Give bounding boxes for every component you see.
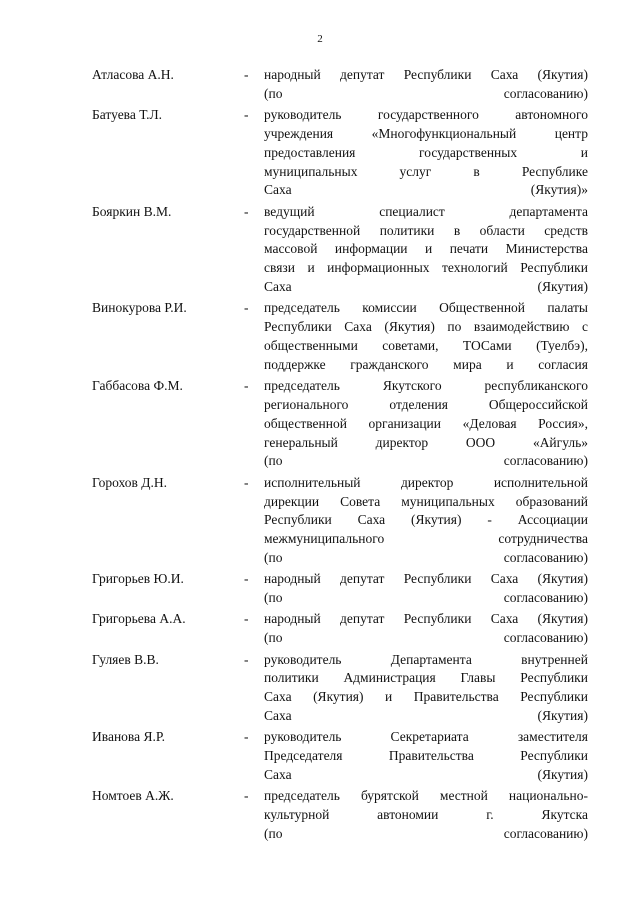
role-word: отделения	[389, 396, 448, 412]
member-role	[264, 610, 588, 648]
role-word: депутат	[339, 571, 385, 587]
role-word: Министерства	[505, 241, 588, 257]
role-word: Саха	[264, 689, 292, 705]
role-word: средств	[544, 222, 588, 238]
role-word: Саха	[357, 512, 386, 528]
role-word: сотрудничества	[498, 531, 588, 547]
role-word: Правительства	[388, 748, 474, 764]
role-line	[264, 610, 588, 629]
role-word: муниципальных	[264, 163, 358, 179]
role-word: народный	[264, 67, 321, 82]
role-word: ведущий	[264, 203, 315, 219]
role-word: руководитель	[264, 107, 342, 123]
member-role	[264, 651, 588, 726]
member-role	[264, 299, 588, 374]
role-line	[264, 825, 588, 844]
member-role	[264, 787, 588, 843]
role-word: Общественной	[439, 300, 526, 316]
separator-dash: -	[244, 67, 249, 82]
role-line	[264, 688, 588, 707]
role-word: Саха	[490, 67, 519, 82]
role-word: государственной	[264, 222, 361, 238]
role-word: руководитель	[264, 651, 342, 667]
role-word: Республики	[403, 571, 472, 587]
role-word: председатель	[264, 788, 340, 804]
role-word: области	[479, 222, 525, 238]
role-word: (по согласованию)	[264, 85, 588, 101]
role-word: печати	[449, 241, 489, 257]
role-word: палаты	[547, 300, 588, 316]
role-line	[264, 747, 588, 766]
role-word: государственного	[377, 107, 479, 123]
role-line	[264, 337, 588, 356]
role-word: (по согласованию)	[264, 549, 588, 565]
member-name: Иванова Я.Р.	[92, 729, 166, 745]
role-word: заместителя	[517, 729, 588, 745]
role-line	[264, 452, 588, 471]
role-word: общественной	[264, 415, 347, 431]
role-word: директор	[375, 434, 429, 450]
role-line	[264, 766, 588, 785]
role-word: -	[487, 512, 492, 528]
separator-dash: -	[244, 378, 249, 394]
separator-dash: -	[244, 651, 249, 667]
role-word: национально-	[508, 788, 588, 804]
role-word: Республики	[520, 748, 588, 764]
role-line	[264, 806, 588, 825]
role-word: «Айгуль»	[532, 434, 588, 450]
member-role	[264, 728, 588, 784]
member-entry	[0, 610, 640, 648]
page-number: 2	[317, 33, 323, 45]
role-line	[264, 203, 588, 222]
role-word: советами,	[382, 337, 439, 353]
role-line	[264, 629, 588, 648]
role-line	[264, 318, 588, 337]
member-entry	[0, 651, 640, 726]
role-word: учреждения	[264, 125, 334, 141]
role-word: руководитель	[264, 729, 342, 745]
separator-dash: -	[244, 203, 249, 219]
role-word: связи	[264, 260, 295, 276]
role-line	[264, 259, 588, 278]
member-name: Винокурова Р.И.	[92, 300, 187, 316]
separator-dash: -	[244, 729, 249, 745]
member-entry	[0, 787, 640, 843]
member-name: Габбасова Ф.М.	[92, 378, 183, 394]
role-word: услуг	[399, 163, 432, 179]
role-word: (Якутия)	[384, 319, 435, 335]
role-word: (Туелбэ),	[536, 337, 588, 353]
role-word: председатель	[264, 300, 340, 316]
member-entry	[0, 106, 640, 200]
role-line	[264, 66, 588, 85]
role-word: Общероссийской	[488, 396, 588, 412]
role-word: информации	[334, 241, 408, 257]
role-line	[264, 651, 588, 670]
role-line	[264, 278, 588, 297]
member-entry	[0, 474, 640, 568]
role-word: дирекции	[264, 493, 320, 509]
role-word: депутат	[339, 611, 385, 627]
role-word: ООО	[465, 434, 496, 450]
member-role	[264, 474, 588, 568]
role-word: автономии	[377, 807, 439, 823]
role-word: исполнительный	[264, 474, 361, 490]
separator-dash: -	[244, 571, 249, 587]
role-line	[264, 434, 588, 453]
role-line	[264, 396, 588, 415]
role-line	[264, 511, 588, 530]
member-name: Бояркин В.М.	[92, 203, 172, 219]
role-word: (по согласованию)	[264, 630, 588, 646]
role-word: и	[424, 241, 433, 257]
role-line	[264, 549, 588, 568]
role-word: (Якутия)	[537, 571, 588, 587]
role-word: с	[581, 319, 588, 335]
role-word: председатель	[264, 378, 340, 394]
role-word: Саха (Якутия)	[264, 708, 588, 724]
role-line	[264, 415, 588, 434]
role-word: предоставления	[264, 144, 356, 160]
role-word: исполнительной	[493, 474, 588, 490]
role-line	[264, 707, 588, 726]
role-word: Правительства	[413, 689, 499, 705]
role-word: «Многофункциональный	[371, 125, 517, 141]
role-word: (по согласованию)	[264, 826, 588, 842]
role-word: межмуниципального	[264, 531, 385, 547]
member-role	[264, 66, 588, 104]
role-word: в	[473, 163, 480, 179]
separator-dash: -	[244, 107, 249, 123]
role-line	[264, 377, 588, 396]
member-entry	[0, 570, 640, 608]
role-line	[264, 144, 588, 163]
member-name: Григорьева А.А.	[92, 611, 186, 627]
member-name: Григорьев Ю.И.	[92, 571, 184, 587]
member-entry	[0, 203, 640, 297]
member-entry	[0, 66, 640, 104]
member-role	[264, 203, 588, 297]
role-word: (по согласованию)	[264, 590, 588, 606]
member-entry	[0, 728, 640, 784]
role-word: регионального	[264, 396, 349, 412]
role-word: информационных	[327, 260, 430, 276]
role-line	[264, 106, 588, 125]
member-entry	[0, 299, 640, 374]
role-line	[264, 85, 588, 104]
role-word: Республики	[264, 512, 332, 528]
role-word: образований	[515, 493, 588, 509]
member-name: Батуева Т.Л.	[92, 107, 163, 123]
role-word: Секретариата	[390, 729, 469, 745]
role-word: Республики	[403, 611, 472, 627]
role-word: (Якутия)	[537, 67, 588, 82]
role-line	[264, 240, 588, 259]
role-word: центр	[554, 125, 588, 141]
role-word: Якутска	[541, 807, 588, 823]
role-word: департамента	[509, 203, 588, 219]
role-line	[264, 589, 588, 608]
role-word: внутренней	[521, 651, 588, 667]
role-word: и	[580, 144, 588, 160]
role-line	[264, 222, 588, 241]
role-word: Республике	[521, 163, 588, 179]
role-word: Ассоциации	[517, 512, 588, 528]
member-name: Номтоев А.Ж.	[92, 788, 174, 804]
role-line	[264, 530, 588, 549]
role-word: Россия»,	[538, 415, 588, 431]
role-word: комиссии	[362, 300, 417, 316]
role-line	[264, 125, 588, 144]
role-word: Департамента	[390, 651, 472, 667]
role-word: специалист	[379, 203, 445, 219]
role-word: генеральный	[264, 434, 338, 450]
role-word: Саха	[490, 611, 519, 627]
member-role	[264, 106, 588, 200]
role-word: поддержке гражданского мира и согласия	[264, 356, 588, 372]
member-name: Атласова А.Н.	[92, 67, 174, 82]
role-word: местной	[439, 788, 488, 804]
role-word: Председателя	[264, 748, 343, 764]
role-word: Совета	[340, 493, 381, 509]
role-word: г.	[486, 807, 494, 823]
role-word: политики	[264, 670, 319, 686]
role-word: депутат	[339, 67, 385, 82]
member-list	[0, 66, 640, 844]
role-word: народный	[264, 571, 321, 587]
role-word: общественными	[264, 337, 358, 353]
role-line	[264, 299, 588, 318]
role-word: директор	[400, 474, 454, 490]
role-word: организации	[368, 415, 442, 431]
role-word: Саха (Якутия)	[264, 767, 588, 783]
member-name: Горохов Д.Н.	[92, 474, 167, 490]
separator-dash: -	[244, 300, 249, 316]
role-word: ТОСами	[462, 337, 512, 353]
role-word: бурятской	[360, 788, 419, 804]
role-word: (Якутия)	[537, 611, 588, 627]
role-word: (Якутия)	[313, 689, 364, 705]
role-word: Саха (Якутия)»	[264, 182, 588, 198]
role-word: Саха	[344, 319, 372, 335]
role-word: и	[307, 260, 315, 276]
role-word: Республики	[520, 260, 588, 276]
role-word: народный	[264, 611, 321, 627]
role-line	[264, 163, 588, 182]
role-word: и	[385, 689, 393, 705]
role-line	[264, 493, 588, 512]
role-word: в	[453, 222, 461, 238]
role-word: республиканского	[484, 378, 588, 394]
role-word: по	[447, 319, 462, 335]
role-line	[264, 787, 588, 806]
role-line	[264, 669, 588, 688]
role-word: «Деловая	[462, 415, 517, 431]
member-entry	[0, 377, 640, 471]
role-word: культурной	[264, 807, 330, 823]
separator-dash: -	[244, 611, 249, 627]
role-word: Якутского	[382, 378, 442, 394]
role-word: политики	[379, 222, 435, 238]
role-word: автономного	[515, 107, 588, 123]
member-role	[264, 377, 588, 471]
role-word: муниципальных	[401, 493, 495, 509]
role-line	[264, 728, 588, 747]
role-word: Республики	[403, 67, 472, 82]
role-word: (Якутия)	[411, 512, 462, 528]
role-word: Республики	[264, 319, 332, 335]
role-word: взаимодействию	[473, 319, 570, 335]
role-word: Республики	[520, 670, 588, 686]
role-word: (по согласованию)	[264, 453, 588, 469]
role-word: Администрация	[343, 670, 436, 686]
role-word: Республики	[520, 689, 588, 705]
role-word: массовой	[264, 241, 318, 257]
role-word: государственных	[419, 144, 518, 160]
role-word: технологий	[442, 260, 508, 276]
role-word: Главы	[460, 670, 496, 686]
role-line	[264, 181, 588, 200]
separator-dash: -	[244, 788, 249, 804]
role-line	[264, 570, 588, 589]
role-word: Саха	[490, 571, 519, 587]
role-line	[264, 474, 588, 493]
member-role	[264, 570, 588, 608]
role-word: Саха (Якутия)	[264, 278, 588, 294]
member-name: Гуляев В.В.	[92, 651, 159, 667]
role-line	[264, 356, 588, 375]
separator-dash: -	[244, 474, 249, 490]
